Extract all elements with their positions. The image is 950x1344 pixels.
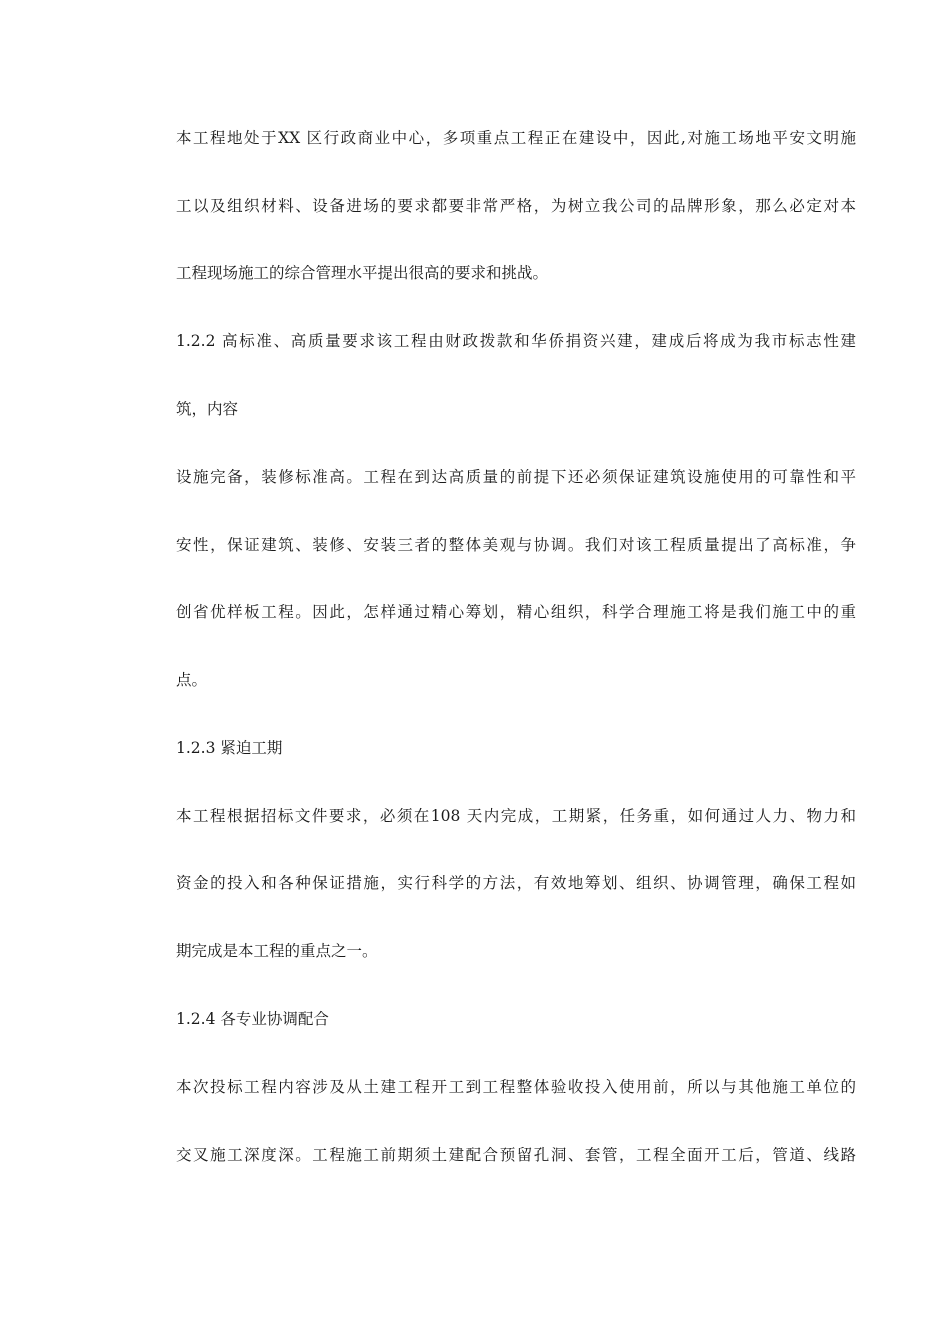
paragraph-line: 工以及组织材料、设备进场的要求都要非常严格，为树立我公司的品牌形象，那么必定对本 [176,197,856,215]
paragraph-line: 交叉施工深度深。工程施工前期须土建配合预留孔洞、套管，工程全面开工后，管道、线路 [176,1146,856,1164]
paragraph-line: 点。 [176,671,208,689]
section-heading-line: 1.2.2 高标准、高质量要求该工程由财政拨款和华侨捐资兴建，建成后将成为我市标志性建 [176,332,856,350]
paragraph-line: 安性，保证建筑、装修、安装三者的整体美观与协调。我们对该工程质量提出了高标准，争 [176,536,856,554]
paragraph-line: 本工程根据招标文件要求，必须在108 天内完成，工期紧，任务重，如何通过人力、物力和 [176,807,856,825]
section-heading: 1.2.4 各专业协调配合 [176,1010,329,1028]
paragraph-line: 本工程地处于XX 区行政商业中心，多项重点工程正在建设中，因此,对施工场地平安文明施 [176,129,856,147]
paragraph-line: 资金的投入和各种保证措施，实行科学的方法，有效地筹划、组织、协调管理，确保工程如 [176,874,856,892]
paragraph-line: 期完成是本工程的重点之一。 [176,942,378,960]
section-heading: 1.2.3 紧迫工期 [176,739,283,757]
paragraph-line: 创省优样板工程。因此，怎样通过精心筹划，精心组织，科学合理施工将是我们施工中的重 [176,603,856,621]
paragraph-line: 本次投标工程内容涉及从土建工程开工到工程整体验收投入使用前，所以与其他施工单位的 [176,1078,856,1096]
paragraph-line: 工程现场施工的综合管理水平提出很高的要求和挑战。 [176,264,549,282]
paragraph-line: 筑，内容 [176,400,239,418]
paragraph-line: 设施完备，装修标准高。工程在到达高质量的前提下还必须保证建筑设施使用的可靠性和平 [176,468,856,486]
